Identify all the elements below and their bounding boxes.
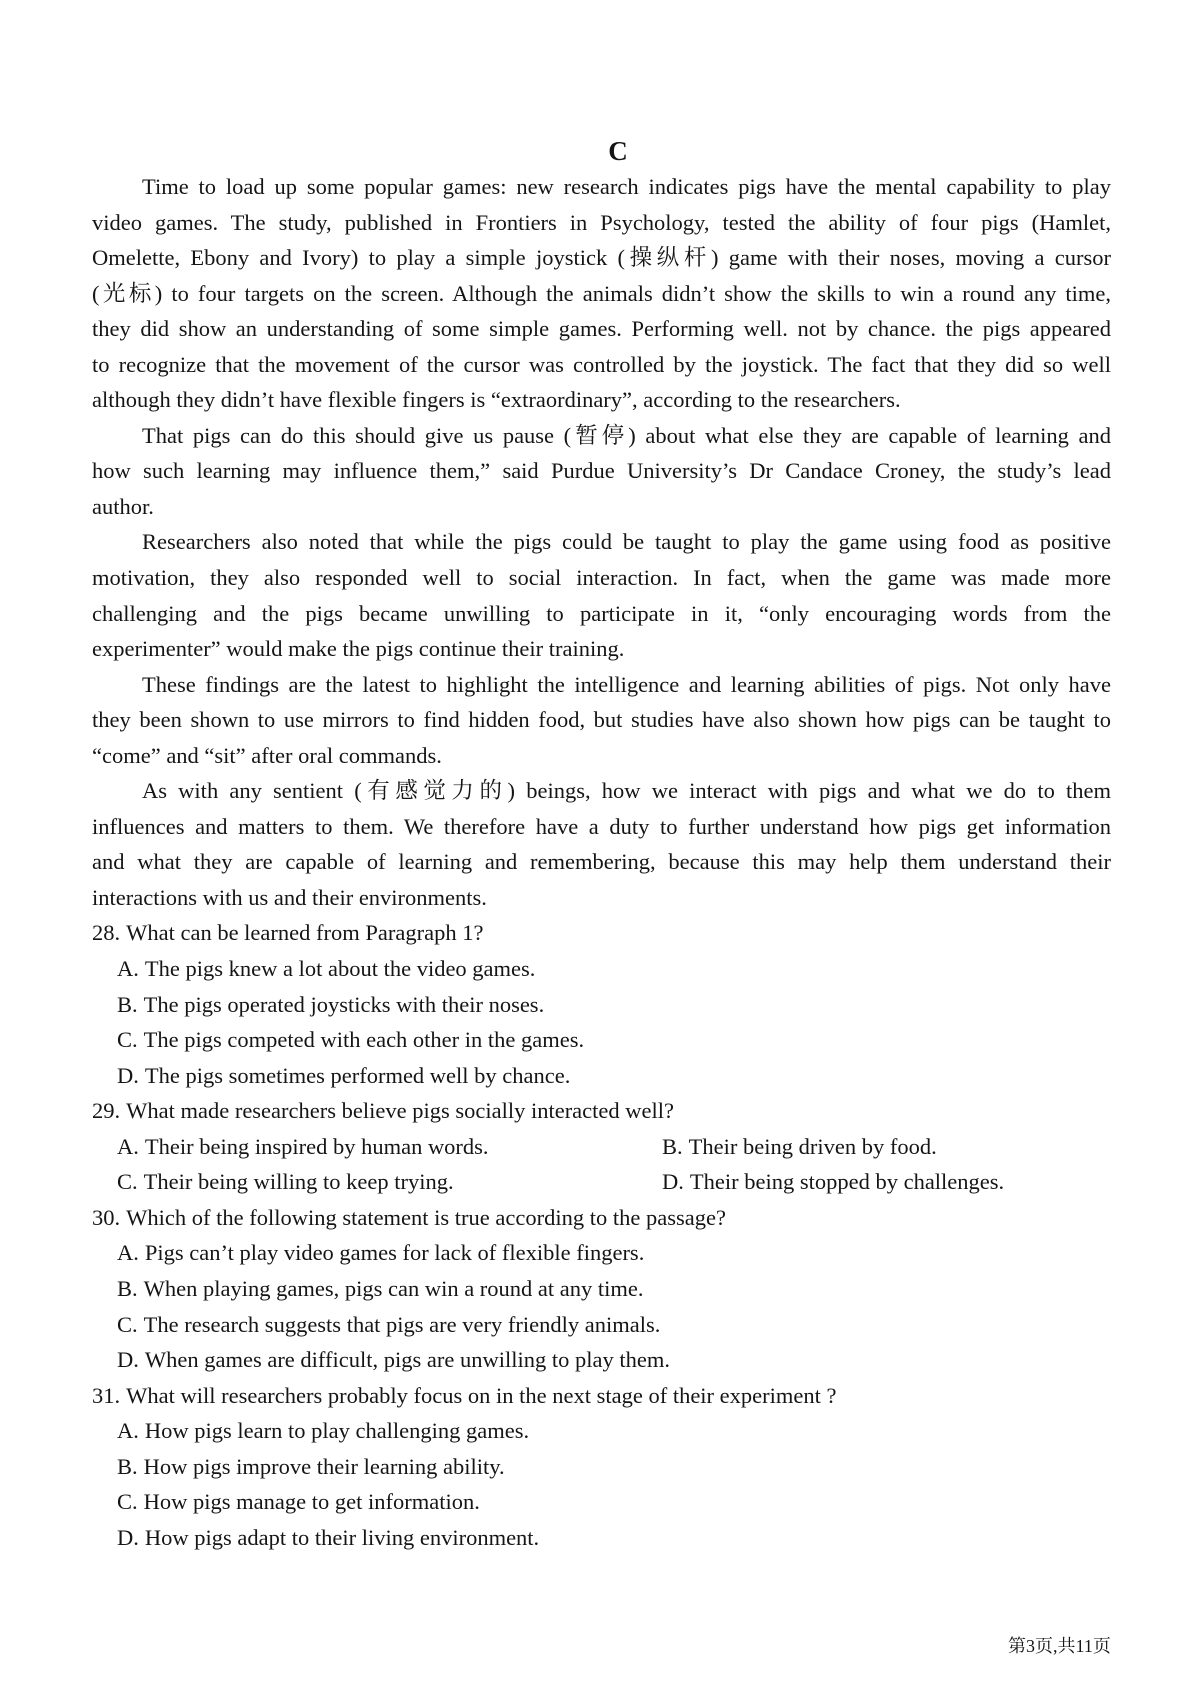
passage-line: Time to load up some popular games: new research indicates pigs have the mental capability to play	[142, 174, 1111, 199]
question-number: 30.	[92, 1204, 121, 1230]
option-label: A.	[117, 1133, 139, 1159]
passage-line: motivation, they also responded well to social interaction. In fact, when the game was made more	[92, 565, 1111, 591]
paragraph-2	[92, 418, 1111, 525]
question-stem	[92, 1093, 1111, 1129]
passage-line: experimenter” would make the pigs continue their training.	[92, 636, 625, 662]
passage-line: interactions with us and their environments.	[92, 884, 487, 910]
option-row	[92, 1164, 1111, 1200]
question-number: 29.	[92, 1098, 121, 1124]
option-text: When playing games, pigs can win a round at any time.	[143, 1275, 644, 1301]
question-30	[92, 1200, 1111, 1378]
question-stem	[92, 1200, 1111, 1236]
question-text: Which of the following statement is true according to the passage?	[126, 1204, 726, 1230]
option-text: The research suggests that pigs are very friendly animals.	[143, 1311, 661, 1337]
option-label: A.	[117, 1240, 139, 1266]
paragraph-3	[92, 524, 1111, 666]
passage-line: author.	[92, 493, 154, 519]
option-label: D.	[117, 1524, 139, 1550]
question-number: 28.	[92, 920, 121, 946]
option-d[interactable]	[92, 1342, 1111, 1378]
option-text: How pigs improve their learning ability.	[143, 1453, 505, 1479]
option-text: The pigs knew a lot about the video games.	[144, 956, 536, 982]
option-label: C.	[117, 1027, 138, 1053]
option-text: The pigs sometimes performed well by chance.	[144, 1062, 571, 1088]
page-number: 第3页,共11页	[1008, 1636, 1111, 1656]
option-text: The pigs competed with each other in the games.	[143, 1027, 585, 1053]
content-column	[92, 169, 1111, 1555]
option-label: A.	[117, 1418, 139, 1444]
option-text: Their being stopped by challenges.	[689, 1169, 1005, 1195]
passage-line: to recognize that the movement of the cursor was controlled by the joystick. The fact that they did so well	[92, 351, 1111, 377]
option-c[interactable]	[92, 1307, 1111, 1343]
question-number: 31.	[92, 1382, 121, 1408]
option-b[interactable]	[92, 1449, 1111, 1485]
option-label: B.	[662, 1133, 683, 1159]
passage-line: challenging and the pigs became unwilling to participate in it, “only encouraging words from the	[92, 600, 1111, 626]
option-c[interactable]	[92, 1022, 1111, 1058]
option-text: Their being inspired by human words.	[144, 1133, 489, 1159]
option-b[interactable]	[92, 1271, 1111, 1307]
question-stem	[92, 915, 1111, 951]
option-label: C.	[117, 1311, 138, 1337]
passage-line: (光标) to four targets on the screen. Although the animals didn’t show the skills to win a round any time,	[92, 280, 1111, 306]
option-label: C.	[117, 1169, 138, 1195]
option-text: When games are difficult, pigs are unwilling to play them.	[144, 1347, 670, 1373]
passage-line: Omelette, Ebony and Ivory) to play a simple joystick (操纵杆) game with their noses, moving a cursor	[92, 245, 1111, 271]
question-31	[92, 1378, 1111, 1556]
option-label: D.	[117, 1347, 139, 1373]
passage-line: how such learning may influence them,” said Purdue University’s Dr Candace Croney, the study’s lead	[92, 458, 1111, 484]
option-label: A.	[117, 956, 139, 982]
question-29	[92, 1093, 1111, 1200]
section-heading: C	[608, 136, 628, 166]
option-row	[92, 1129, 1111, 1165]
passage-line: they did show an understanding of some simple games. Performing well. not by chance. the pigs appeared	[92, 316, 1111, 342]
passage-line: and what they are capable of learning and remembering, because this may help them understand their	[92, 849, 1111, 875]
option-a[interactable]	[92, 951, 1111, 987]
paragraph-5	[92, 773, 1111, 915]
option-d[interactable]	[92, 1520, 1111, 1556]
option-label: C.	[117, 1489, 138, 1515]
option-text: How pigs learn to play challenging games.	[144, 1418, 530, 1444]
question-text: What made researchers believe pigs socially interacted well?	[126, 1098, 674, 1124]
option-a[interactable]	[117, 1129, 662, 1165]
option-b[interactable]	[92, 987, 1111, 1023]
paragraph-4	[92, 667, 1111, 774]
passage-line: they been shown to use mirrors to find hidden food, but studies have also shown how pigs can be taught to	[92, 707, 1111, 733]
option-label: D.	[117, 1062, 139, 1088]
question-text: What can be learned from Paragraph 1?	[126, 920, 484, 946]
passage-line: influences and matters to them. We therefore have a duty to further understand how pigs get information	[92, 813, 1111, 839]
passage-line: video games. The study, published in Frontiers in Psychology, tested the ability of four pigs (Hamlet,	[92, 209, 1111, 235]
option-c[interactable]	[117, 1164, 662, 1200]
passage-line: That pigs can do this should give us pause (暂停) about what else they are capable of learning and	[142, 422, 1111, 448]
option-text: Their being driven by food.	[688, 1133, 937, 1159]
option-text: How pigs manage to get information.	[143, 1489, 480, 1515]
option-label: B.	[117, 991, 138, 1017]
option-text: The pigs operated joysticks with their noses.	[143, 991, 545, 1017]
option-a[interactable]	[92, 1413, 1111, 1449]
question-text: What will researchers probably focus on in the next stage of their experiment ?	[126, 1382, 837, 1408]
paragraph-1	[92, 169, 1111, 418]
option-d[interactable]	[662, 1164, 1111, 1200]
option-a[interactable]	[92, 1235, 1111, 1271]
option-d[interactable]	[92, 1058, 1111, 1094]
passage-line: These findings are the latest to highlight the intelligence and learning abilities of pigs. Not only have	[142, 671, 1111, 697]
option-text: Their being willing to keep trying.	[143, 1169, 454, 1195]
question-stem	[92, 1378, 1111, 1414]
passage-line: “come” and “sit” after oral commands.	[92, 742, 442, 768]
option-b[interactable]	[662, 1129, 1111, 1165]
option-label: B.	[117, 1453, 138, 1479]
option-c[interactable]	[92, 1484, 1111, 1520]
option-label: B.	[117, 1275, 138, 1301]
passage-line: although they didn’t have flexible fingers is “extraordinary”, according to the researchers.	[92, 387, 901, 413]
option-text: Pigs can’t play video games for lack of flexible fingers.	[144, 1240, 645, 1266]
question-28	[92, 915, 1111, 1093]
passage-line: Researchers also noted that while the pigs could be taught to play the game using food as positive	[142, 529, 1111, 555]
passage-line: As with any sentient (有感觉力的) beings, how we interact with pigs and what we do to them	[142, 778, 1111, 804]
option-label: D.	[662, 1169, 684, 1195]
option-text: How pigs adapt to their living environment.	[144, 1524, 540, 1550]
